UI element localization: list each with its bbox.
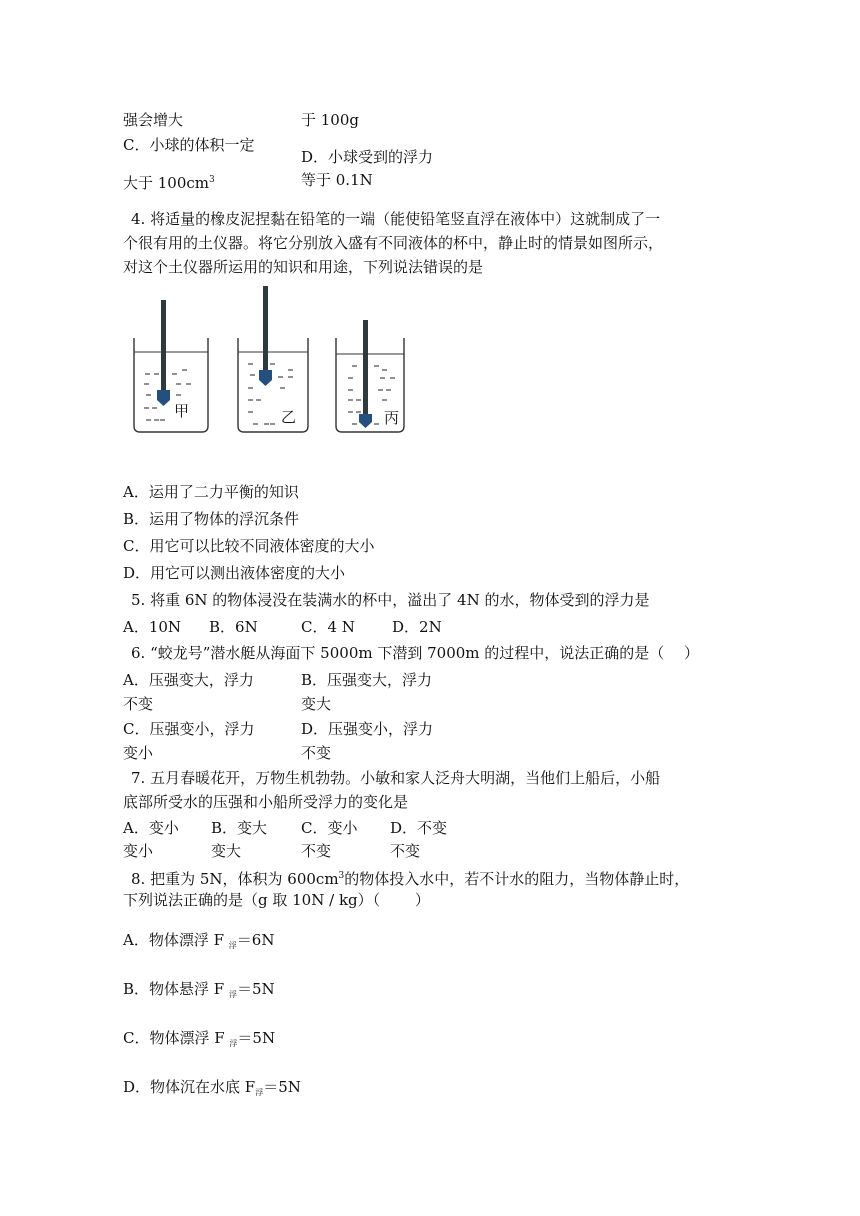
q3-option-b-continuation: 强会增大 xyxy=(123,111,184,129)
q7-option-b-line2: 变大 xyxy=(211,842,242,860)
q7-option-d-line2: 不变 xyxy=(390,842,421,860)
q6-option-a: A．压强变大，浮力 xyxy=(123,671,254,689)
beaker-bing xyxy=(336,320,404,432)
q5-option-d: D．2N xyxy=(392,618,442,636)
q5-stem: 5. 将重 6N 的物体浸没在装满水的杯中，溢出了 4N 的水，物体受到的浮力是 xyxy=(131,591,650,609)
q7-option-a: A．变小 xyxy=(123,819,179,837)
q3-option-c-continuation: 于 100g xyxy=(301,111,360,129)
q7-option-c-line2: 不变 xyxy=(301,842,332,860)
q6-option-a-line2: 不变 xyxy=(123,695,154,713)
q4-option-a: A．运用了二力平衡的知识 xyxy=(123,483,299,501)
q6-stem: 6. “蛟龙号”潜水艇从海面下 5000m 下潜到 7000m 的过程中，说法正确的是（ ） xyxy=(131,644,700,662)
q3-option-d-line2: 等于 0.1N xyxy=(301,171,373,189)
q6-option-c-line2: 变小 xyxy=(123,744,154,762)
q4-stem-line3: 对这个土仪器所运用的知识和用途，下列说法错误的是 xyxy=(123,258,484,276)
q8-option-a: A．物体漂浮 F $_浮$＝6N xyxy=(123,931,275,950)
q6-option-d: D．压强变小，浮力 xyxy=(301,720,434,738)
q5-option-c: C．4 N xyxy=(301,618,355,636)
beaker-jia xyxy=(134,300,208,432)
superscript-3: 3 xyxy=(209,175,215,185)
q7-stem-line2: 底部所受水的压强和小船所受浮力的变化是 xyxy=(123,793,409,811)
q6-option-b-line2: 变大 xyxy=(301,695,332,713)
q8-stem-line2: 下列说法正确的是（g 取 10N / kg）（ ） xyxy=(123,891,430,909)
q4-stem-line2: 个很有用的土仪器。将它分别放入盛有不同液体的杯中，静止时的情景如图所示， xyxy=(123,234,664,252)
q5-option-a: A．10N xyxy=(123,618,182,636)
superscript-3: 3 xyxy=(338,871,345,881)
q7-option-b: B．变大 xyxy=(211,819,268,837)
q8-option-b: B．物体悬浮 F $_浮$＝5N xyxy=(123,980,275,999)
label-bing: 丙 xyxy=(384,409,400,427)
q4-option-d: D．用它可以测出液体密度的大小 xyxy=(123,564,346,582)
q8-option-c: C．物体漂浮 F $_浮$＝5N xyxy=(123,1029,276,1048)
q8-option-d: D．物体沉在水底 $F_浮=5N$ xyxy=(123,1078,301,1097)
q6-option-c: C．压强变小，浮力 xyxy=(123,720,255,738)
q6-option-d-line2: 不变 xyxy=(301,744,332,762)
q7-option-a-line2: 变小 xyxy=(123,842,154,860)
q4-option-b: B．运用了物体的浮沉条件 xyxy=(123,510,300,528)
q3-option-d: D．小球受到的浮力 xyxy=(301,148,434,166)
q3-option-c-line2: 大于 $100cm^3$ xyxy=(123,174,215,192)
q7-option-d: D．不变 xyxy=(390,819,448,837)
q6-option-b: B．压强变大，浮力 xyxy=(301,671,433,689)
q8-stem-line1: 8. 把重为 5N，体积为 $600cm^3$的物体投入水中，若不计水的阻力，当物体静止时， xyxy=(131,870,690,888)
q7-stem-line1: 7. 五月春暖花开，万物生机勃勃。小敏和家人泛舟大明湖，当他们上船后，小船 xyxy=(131,769,661,787)
q4-stem-line1: 4. 将适量的橡皮泥捏黏在铅笔的一端（能使铅笔竖直浮在液体中）这就制成了一 xyxy=(131,210,661,228)
q7-option-c: C．变小 xyxy=(301,819,358,837)
q4-figure xyxy=(120,280,420,440)
q3-option-c: C．小球的体积一定 xyxy=(123,136,255,154)
q5-option-b: B．6N xyxy=(209,618,258,636)
q4-option-c: C．用它可以比较不同液体密度的大小 xyxy=(123,537,375,555)
label-yi: 乙 xyxy=(281,408,297,426)
beaker-yi xyxy=(238,286,308,432)
label-jia: 甲 xyxy=(174,402,190,420)
